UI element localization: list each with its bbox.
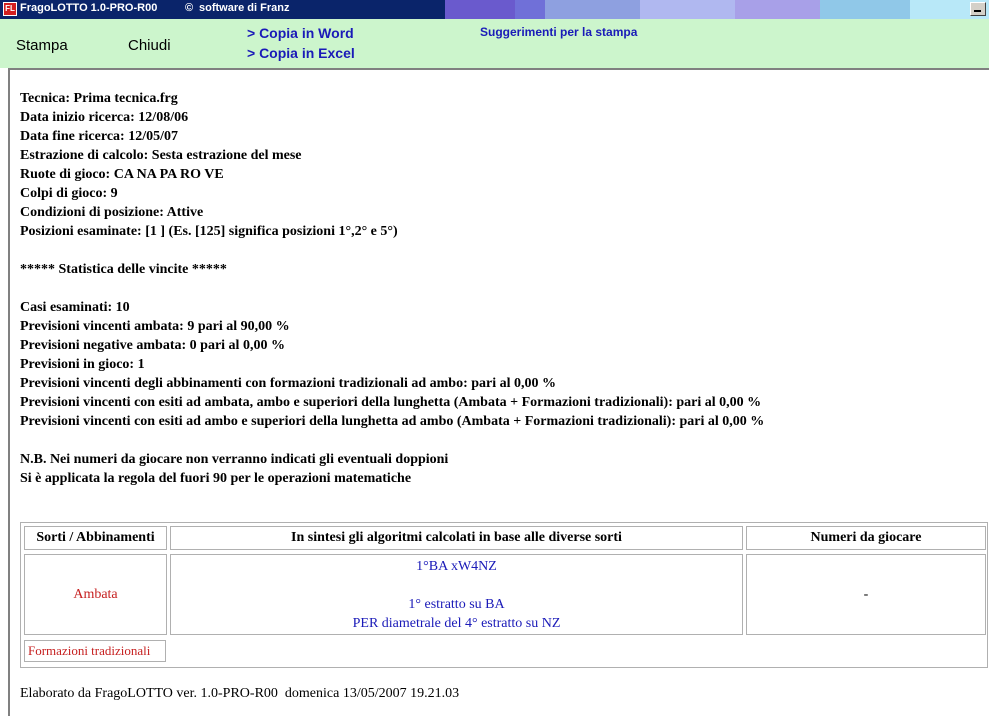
- header-algoritmi: In sintesi gli algoritmi calcolati in base alle diverse sorti: [170, 526, 743, 550]
- stats-line: Previsioni vincenti ambata: 9 pari al 90,00 %: [20, 319, 290, 334]
- report-text: [20, 89, 764, 488]
- ambata-algoritmo: [170, 554, 743, 635]
- window-title: FragoLOTTO 1.0-PRO-R00: [20, 2, 158, 14]
- header-numeri: Numeri da giocare: [746, 526, 986, 550]
- minimize-button[interactable]: [970, 2, 986, 16]
- header-sorti: Sorti / Abbinamenti: [24, 526, 167, 550]
- ambata-label: Ambata: [24, 554, 167, 635]
- report-line: Ruote di gioco: CA NA PA RO VE: [20, 167, 224, 182]
- algo-line: 1° estratto su BA: [408, 597, 505, 612]
- ambata-numeri: -: [746, 554, 986, 635]
- app-icon: FL: [3, 2, 17, 16]
- algo-line: PER diametrale del 4° estratto su NZ: [352, 616, 561, 631]
- stats-heading: ***** Statistica delle vincite *****: [20, 262, 227, 277]
- report-line: Estrazione di calcolo: Sesta estrazione del mese: [20, 148, 302, 163]
- report-line: Data fine ricerca: 12/05/07: [20, 129, 178, 144]
- title-bar: [0, 0, 989, 19]
- formazioni-tradizionali-label: Formazioni tradizionali: [24, 640, 166, 662]
- stats-line: Previsioni vincenti degli abbinamenti con formazioni tradizionali ad ambo: pari al 0,00 %: [20, 376, 557, 391]
- stats-line: Previsioni in gioco: 1: [20, 357, 145, 372]
- note-line: N.B. Nei numeri da giocare non verranno indicati gli eventuali doppioni: [20, 452, 449, 467]
- stats-line: Casi esaminati: 10: [20, 300, 130, 315]
- copia-word-link[interactable]: > Copia in Word: [247, 25, 354, 41]
- algo-formula: 1°BA xW4NZ: [416, 559, 497, 574]
- toolbar: [0, 19, 989, 68]
- results-table: [20, 522, 988, 668]
- window-credit: software di Franz: [199, 2, 290, 14]
- stampa-button[interactable]: Stampa: [16, 37, 68, 54]
- note-line: Si è applicata la regola del fuori 90 per le operazioni matematiche: [20, 471, 412, 486]
- stats-line: Previsioni vincenti con esiti ad ambo e superiori della lunghetta ad ambo (Ambata + Formazioni tradizionali): pari al 0,00 %: [20, 414, 765, 429]
- footer-elaborato: Elaborato da FragoLOTTO ver. 1.0-PRO-R00 domenica 13/05/2007 19.21.03: [20, 686, 460, 701]
- chiudi-button[interactable]: Chiudi: [128, 37, 171, 54]
- report-line: Colpi di gioco: 9: [20, 186, 118, 201]
- stats-line: Previsioni vincenti con esiti ad ambata, ambo e superiori della lunghetta (Ambata + Formazioni tradizionali): pari al 0,00 %: [20, 395, 762, 410]
- minimize-icon: [974, 10, 981, 12]
- suggerimenti-link[interactable]: Suggerimenti per la stampa: [480, 25, 638, 39]
- report-line: Tecnica: Prima tecnica.frg: [20, 91, 178, 106]
- stats-line: Previsioni negative ambata: 0 pari al 0,00 %: [20, 338, 285, 353]
- copia-excel-link[interactable]: > Copia in Excel: [247, 45, 355, 61]
- copyright-icon: ©: [185, 2, 194, 14]
- report-line: Posizioni esaminate: [1 ] (Es. [125] significa posizioni 1°,2° e 5°): [20, 224, 398, 239]
- report-panel: [8, 68, 989, 716]
- report-line: Data inizio ricerca: 12/08/06: [20, 110, 189, 125]
- report-line: Condizioni di posizione: Attive: [20, 205, 204, 220]
